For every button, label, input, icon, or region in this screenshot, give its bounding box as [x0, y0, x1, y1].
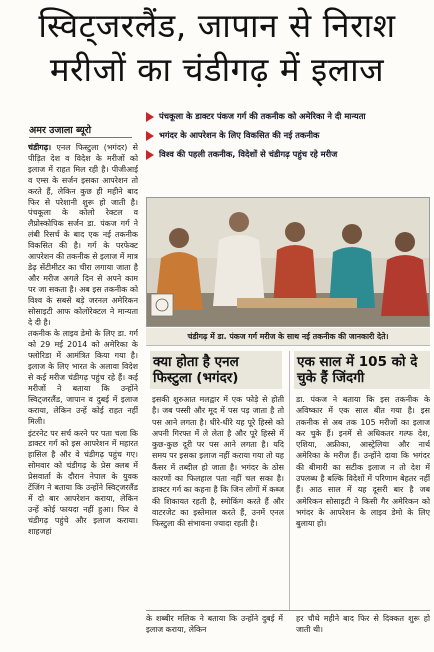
main-story-paragraph-3: इंटरनेट पर सर्च करने पर पता चला कि डाक्टर गर्ग को इस आपरेशन में महारत हासिल है और वे चंडीगढ़ पहुंच गए। सोमवार को चंडीगढ़ के प्रेस क्लब में प्रेसवार्ता के दौरान नेपाल के युवक टेंजिंग ने बताया कि उन्होंने स्विट्जरलैंड में दो बार आपरेशन कराया, लेकिन उन्हें कोई फायदा नहीं हुआ। फिर वे चंडीगढ़ पहुंचे और इलाज कराया। शाहजहां: [28, 428, 138, 536]
photo-caption: चंडीगढ़ में डा. पंकज गर्ग मरीज के साथ नई तकनीक की जानकारी देते।: [146, 328, 430, 346]
photo-illustration: [147, 198, 430, 327]
highlight-blurbs: [145, 110, 429, 167]
blurb-text: पंचकूला के डाक्टर पंकज गर्ग की तकनीक को अमेरिका ने दी मान्यता: [159, 111, 366, 121]
paragraph-text: एनल फिस्टुला (भगंदर) से पीड़ित देश व विदेश के मरीजों को इलाज में राहत मिल रही है। पीजीआई व एम्स के सर्जन इसका आपरेशन तो करते हैं, लेकिन कुछ ही महीने बाद फिर से परेशानी शुरू हो जाती है। पंचकूला के कोलो रेक्टल व लैप्रोस्कोपिक सर्जन डा. पंकज गर्ग ने लंबी रिसर्च के बाद एक नई तकनीक विकसित की है। गर्ग के परफेक्ट आपरेशन की तकनीक से इलाज में मात्र डेढ़ सेंटीमीटर का चीरा लगाया जाता है और मरीज अगले दिन से अपने काम पर जा सकता है। अब इस तकनीक को विश्व के सबसे बड़े जरनल अमेरिकन सोसाइटी आफ कोलोरेक्टल ने मान्यता दे दी है।: [28, 143, 138, 327]
highlight-blurb: [145, 110, 429, 122]
continuation-text-left: के शब्बीर मलिक ने बताया कि उन्होंने दुबई में इलाज कराया, लेकिन: [146, 614, 283, 635]
sidebar-title-anal-fistula: क्या होता है एनल फिस्टुला (भगंदर): [150, 351, 282, 389]
highlight-blurb: [145, 129, 429, 141]
sidebar-title-105-patients: एक साल में 105 को दे चुके हैं जिंदगी: [294, 351, 430, 389]
column-divider: [289, 351, 290, 611]
triangle-bullet-icon: [146, 112, 154, 122]
headline-line-2: मरीजों का चंडीगढ़ में इलाज: [49, 50, 385, 89]
headline-line-1: स्विट्जरलैंड, जापान से निराश: [38, 6, 396, 45]
triangle-bullet-icon: [146, 150, 154, 160]
dateline: चंडीगढ़।: [28, 143, 52, 152]
highlight-blurb: [145, 148, 429, 160]
main-story-paragraph-2: तकनीक के लाइव डेमो के लिए डा. गर्ग को 29 मई 2014 को अमेरिका के फ्लोरिडा में आमंत्रित किया गया है। इलाज के लिए भारत के अलावा विदेश से कई मरीज चंडीगढ़ पहुंच रहे हैं। कई मरीजों ने बताया कि उन्होंने स्विट्जरलैंड, जापान व दुबई में इलाज कराया, लेकिन उन्हें कोई राहत नहीं मिली।: [28, 329, 138, 426]
blurb-text: भगंदर के आपरेशन के लिए विकसित की नई तकनीक: [159, 130, 320, 140]
bottom-divider: [146, 610, 430, 611]
byline-rule: [29, 137, 132, 138]
news-photo: [146, 197, 430, 327]
main-story-column: [28, 143, 138, 648]
main-story-paragraph-1: [28, 143, 138, 328]
sidebar-body-105-patients: डा. पंकज ने बताया कि इस तकनीक के अविष्कार में एक साल बीत गया है। इस तकनीक से अब तक 105 मरीजों का इलाज कर चुके हैं। इनमें से अधिकतर गल्फ देश, एशिया, अफ्रीका, आस्ट्रेलिया और नार्थ अमेरिका के मरीज हैं। उन्होंने दावा कि भगंदर की बीमारी का सटीक इलाज न तो देश में उपलब्ध है बल्कि विदेशों में परिणाम बेहतर नहीं हैं। आठ साल में यह दूसरी बार है जब अमेरिकन सोसाइटी ने किसी गैर अमेरिकन को भगंदर के आपरेशन के लाइव डेमो के लिए बुलाया हो।: [296, 395, 430, 529]
blurb-text: विश्व की पहली तकनीक, विदेशों से चंडीगढ़ पहुंच रहे मरीज: [159, 149, 338, 159]
continuation-text-right: हर चौथे महीने बाद फिर से दिक्कत शुरू हो जाती थी।: [296, 614, 430, 635]
byline: अमर उजाला ब्यूरो: [29, 125, 92, 136]
sidebar-body-anal-fistula: इसकी शुरुआत मलद्वार में एक फोड़े से होती है। जब पस्सी और मूद में पस पड़ जाता है तो पस आने लगता है। धीरे-धीरे यह पूरे हिस्से को अपनी गिरफ्त में ले लेता है और पूरे हिस्से में कुछ-कुछ दूरी पर पस आने लगता है। यदि समय पर इसका इलाज नहीं कराया गया तो यह कैंसर में तब्दील हो जाता है। भगंदर के ठोस कारणों का फिलहाल पता नहीं चल सका है। डाक्टर गर्ग का कहना है कि जिन लोगों में कब्ज की शिकायत रहती है, स्मोकिंग करते हैं और वाटरजेट का इस्तेमाल करते हैं, उनमें एनल फिस्टुला की संभावना ज्यादा रहती है।: [152, 395, 284, 529]
headline: [0, 0, 434, 104]
triangle-bullet-icon: [146, 131, 154, 141]
